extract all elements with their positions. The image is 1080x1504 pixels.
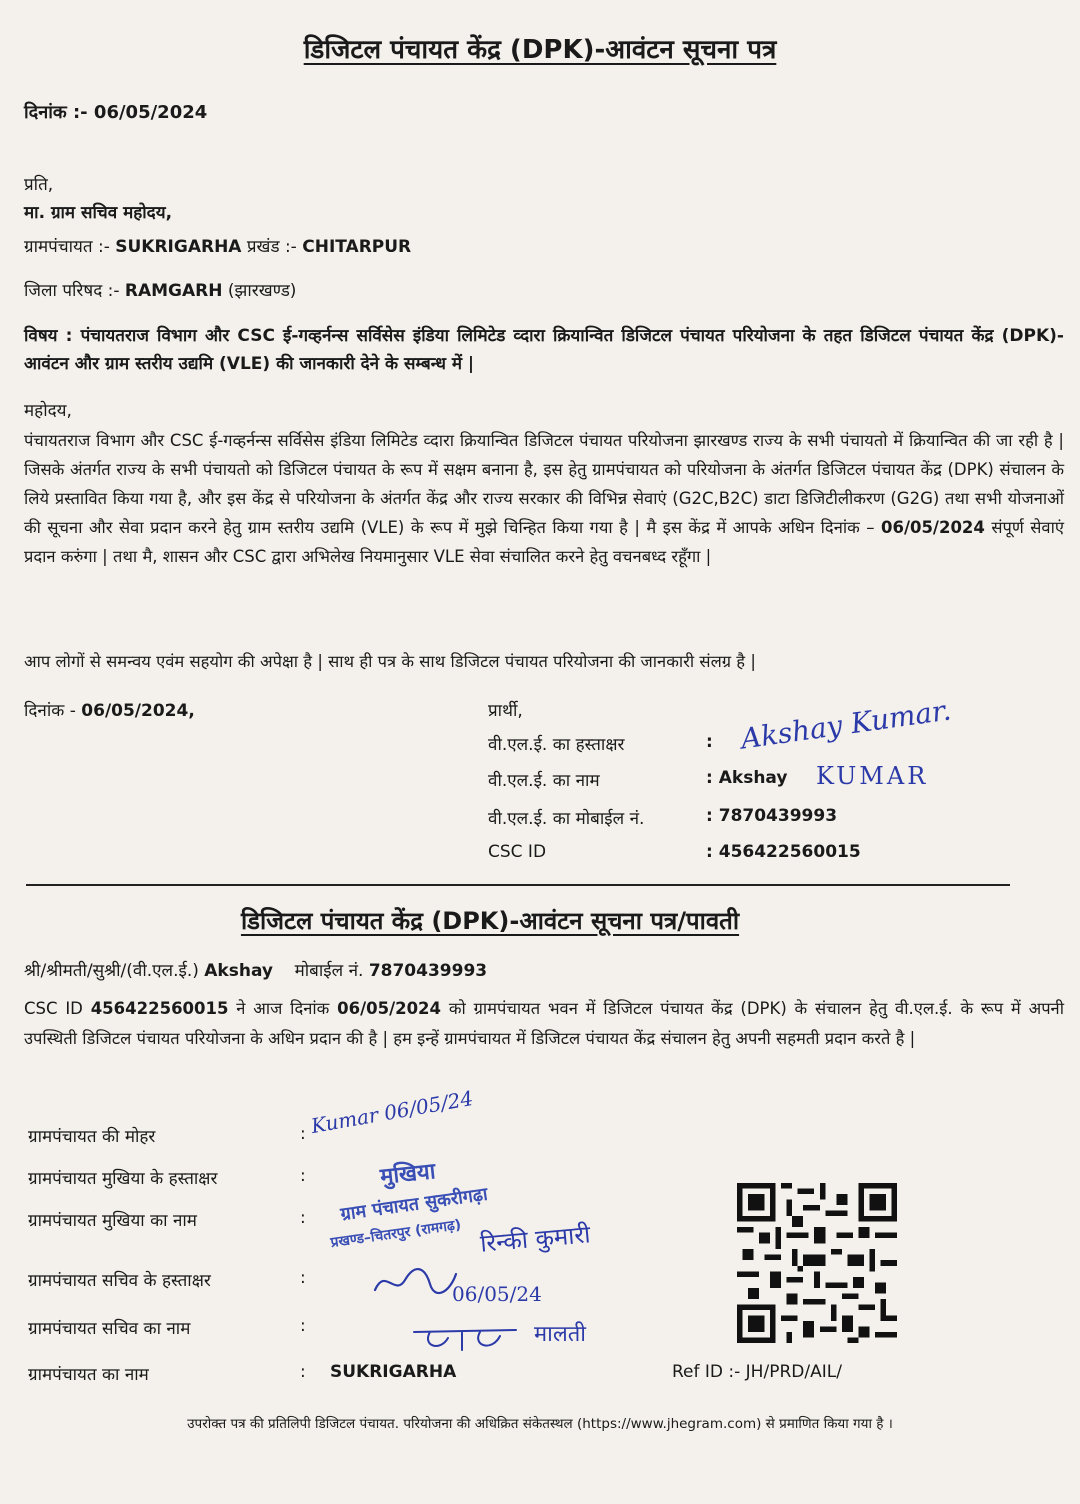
vle-name-label: वी.एल.ई. का नाम — [488, 771, 600, 791]
colon: : — [300, 1208, 306, 1228]
sachiv-signature-icon — [370, 1262, 460, 1302]
ref-id-label: Ref ID :- — [672, 1362, 741, 1382]
csc-id-value: 456422560015 — [718, 842, 861, 862]
receipt-vle-line — [24, 958, 487, 981]
applicant-date-label: दिनांक - — [24, 701, 76, 721]
page-title: डिजिटल पंचायत केंद्र (DPK)-आवंटन सूचना पत्र — [303, 35, 777, 65]
receipt-vle-name: Akshay — [204, 961, 273, 981]
receipt-text-a: ने आज दिनांक — [236, 999, 330, 1018]
colon: : — [706, 842, 713, 862]
date-value: 06/05/2024 — [93, 102, 208, 123]
colon: : — [300, 1316, 306, 1336]
csc-id — [706, 842, 861, 862]
receipt-title: डिजिटल पंचायत केंद्र (DPK)-आवंटन सूचना पत्र/पावती — [240, 907, 740, 935]
mukhiya-name-handwritten: रिन्की कुमारी — [479, 1220, 592, 1258]
gp-name-value: SUKRIGARHA — [330, 1362, 457, 1382]
vle-mobile — [706, 806, 837, 826]
body-paragraph-2: आप लोगों से समन्वय एवंम सहयोग की अपेक्षा है | साथ ही पत्र के साथ डिजिटल पंचायत परियोजना की जानकारी संलग्र है | — [24, 652, 756, 671]
stamp-line-3: प्रखण्ड–चितरपुर (रामगढ़) — [329, 1216, 463, 1252]
disclaimer: उपरोक्त पत्र की प्रतिलिपी डिजिटल पंचायत. परियोजना की अधिक्रित संकेतस्थल (https://www.jhegram.com) से प्रमाणित किया गया है । — [187, 1416, 893, 1432]
receipt-vle-label: श्री/श्रीमती/सुश्री/(वी.एल.ई.) — [24, 961, 199, 981]
seal-label: ग्रामपंचायत की मोहर — [28, 1127, 156, 1147]
prati: प्रति, — [24, 175, 54, 195]
receipt-csc-value: 456422560015 — [90, 999, 229, 1018]
vle-sig-label: वी.एल.ई. का हस्ताक्षर — [488, 735, 625, 755]
stamp-line-1: मुखिया — [379, 1159, 437, 1190]
gram-label: ग्रामपंचायत :- — [24, 237, 110, 257]
sachiv-sig-label: ग्रामपंचायत सचिव के हस्ताक्षर — [28, 1271, 211, 1291]
vle-signature: Akshay Kumar. — [738, 693, 954, 756]
colon: : — [706, 806, 713, 826]
date-label: दिनांक :- — [24, 102, 88, 123]
district-label: जिला परिषद :- — [24, 281, 120, 301]
body-paragraph — [24, 426, 1064, 571]
letter-date — [24, 100, 207, 124]
sachiv-date-handwritten: 06/05/24 — [452, 1282, 542, 1306]
vle-mobile-label: वी.एल.ई. का मोबाईल नं. — [488, 809, 645, 829]
receipt-paragraph — [24, 994, 1064, 1054]
district-value: RAMGARH — [124, 281, 223, 301]
qr-code-icon — [737, 1183, 897, 1343]
applicant-date — [24, 698, 195, 721]
district-line — [24, 278, 296, 301]
colon: : — [300, 1124, 306, 1144]
colon: : — [300, 1268, 306, 1288]
sachiv-name-handwritten: मालती — [534, 1322, 587, 1347]
para1-date: 06/05/2024 — [880, 518, 985, 537]
gp-name-label: ग्रामपंचायत का नाम — [28, 1365, 149, 1385]
applicant-date-value: 06/05/2024, — [81, 701, 195, 721]
mukhiya-sig-label: ग्रामपंचायत मुखिया के हस्ताक्षर — [28, 1169, 218, 1189]
vle-name-value: Akshay — [718, 768, 788, 788]
vle-name-handwritten: KUMAR — [816, 762, 929, 790]
receipt-mobile-label: मोबाईल नं. — [294, 961, 364, 981]
mukhiya-name-label: ग्रामपंचायत मुखिया का नाम — [28, 1211, 197, 1231]
ref-id-value: JH/PRD/AIL/ — [745, 1362, 842, 1382]
colon: : — [300, 1166, 306, 1186]
csc-id-label: CSC ID — [488, 842, 547, 862]
receipt-mobile-value: 7870439993 — [368, 961, 488, 981]
colon: : — [300, 1362, 306, 1382]
state: (झारखण्ड) — [227, 281, 297, 301]
colon: : — [706, 768, 713, 788]
colon: : — [706, 732, 713, 752]
gram-panchayat-line — [24, 234, 411, 257]
subject: विषय : पंचायतराज विभाग और CSC ई-गव्हर्नन्स सर्विसेस इंडिया लिमिटेड व्दारा क्रियान्वित डिजिटल पंचायत परियोजना के तहत डिजिटल पंचायत केंद्र (DPK)-आवंटन और ग्राम स्तरीय उद्यमि (VLE) की जानकारी देने के सम्बन्ध में | — [24, 326, 1064, 374]
receipt-csc-label: CSC ID — [24, 999, 83, 1018]
block-value: CHITARPUR — [302, 237, 412, 257]
divider — [26, 884, 1010, 886]
sachiv-initial-icon — [410, 1320, 520, 1356]
vle-mobile-value: 7870439993 — [718, 806, 838, 826]
salutation: मा. ग्राम सचिव महोदय, — [24, 203, 173, 223]
receipt-date: 06/05/2024 — [337, 999, 442, 1018]
gram-value: SUKRIGARHA — [115, 237, 242, 257]
seal-scribble: Kumar 06/05/24 — [309, 1085, 475, 1139]
sachiv-name-label: ग्रामपंचायत सचिव का नाम — [28, 1319, 191, 1339]
greeting: महोदय, — [24, 401, 72, 421]
stamp-line-2: ग्राम पंचायत सुकरीगढ़ा — [339, 1183, 489, 1226]
receipt-text-b: को ग्रामपंचायत भवन में डिजिटल पंचायत केंद्र (DPK) के संचालन हेतु वी.एल.ई. के रूप में अपनी उपस्थिती डिजिटल पंचायत परियोजना के अधिन प्रदान की है | हम इन्हें ग्रामपंचायत में डिजिटल पंचायत केंद्र संचालन हेतु अपनी सहमती प्रदान करते है | — [24, 999, 1064, 1048]
vle-name — [706, 768, 787, 788]
para1-pre: पंचायतराज विभाग और CSC ई-गव्हर्नन्स सर्विसेस इंडिया लिमिटेड व्दारा क्रियान्वित डिजिटल पंचायत परियोजना झारखण्ड राज्य के सभी पंचायतो में क्रियान्वित की जा रही है | जिसके अंतर्गत राज्य के सभी पंचायतो को डिजिटल पंचायत के रूप में सक्षम बनाना है, इस हेतु ग्रामपंचायत को परियोजना के अंतर्गत डिजिटल पंचायत केंद्र (DPK) संचालन के लिये प्रस्तावित किया गया है, और इस केंद्र से परियोजना के अंतर्गत केंद्र और राज्य सरकार की विभिन्न सेवाएं (G2C,B2C) डाटा डिजिटीलीकरण (G2G) तथा सभी योजनाओं की सूचना और सेवा प्रदान करने हेतु ग्राम स्तरीय उद्यमि (VLE) के रूप में मुझे चिन्हित किया गया है | मै इस केंद्र में आपके अधिन दिनांक – — [24, 431, 1064, 537]
ref-id — [672, 1362, 842, 1382]
prarthi: प्रार्थी, — [488, 701, 523, 721]
para1-post: संपूर्ण सेवाएं प्रदान करुंगा | तथा मै, शासन और CSC द्वारा अभिलेख नियमानुसार VLE सेवा संचालित करने हेतु वचनबध्द रहूँगा | — [24, 518, 1064, 566]
block-label: प्रखंड :- — [246, 237, 297, 257]
